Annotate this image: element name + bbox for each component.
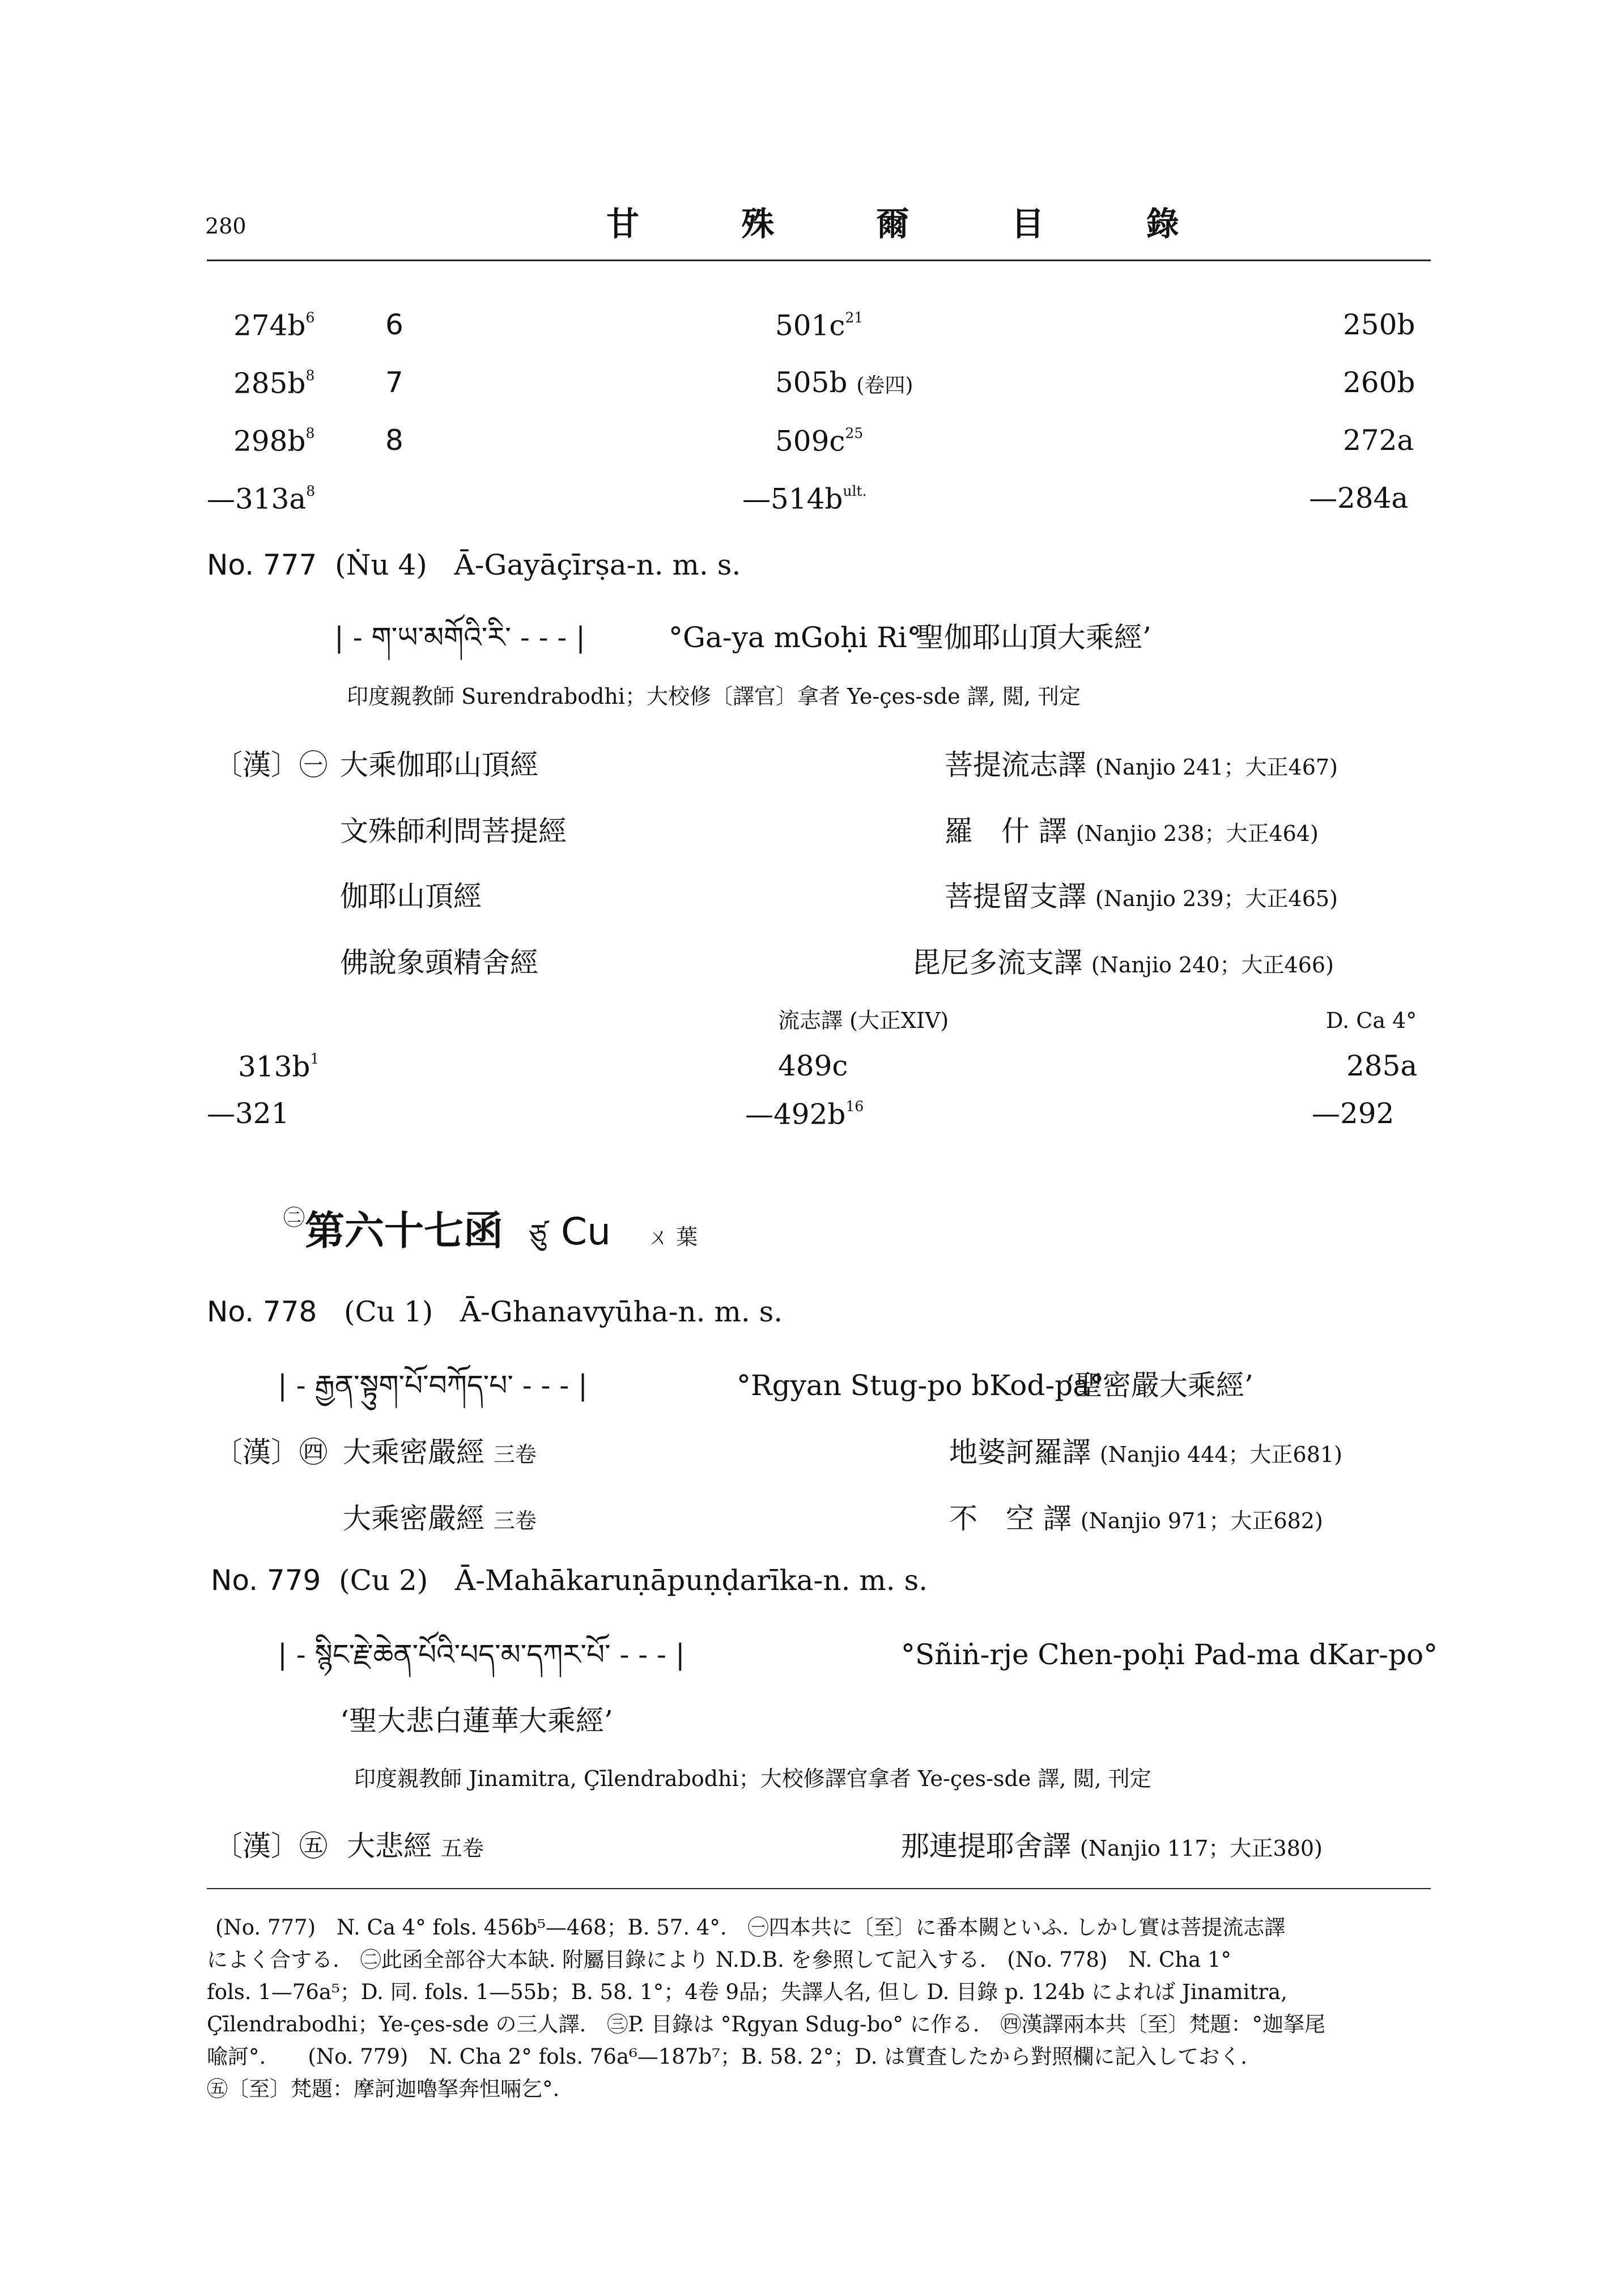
table-cell: 250b xyxy=(1343,308,1415,341)
han-translator: 那連提耶舍譯 (Nanjio 117；大正380) xyxy=(901,1830,1323,1863)
entry-heading: No. 779 (Cu 2) Ā-Mahākaruṇāpuṇḍarīka-n. m. s. xyxy=(211,1564,928,1597)
tibetan-title: | - སྙིང་རྗེ་ཆེན་པོའི་པད་མ་དཀར་པོ་ - - - | xyxy=(278,1638,685,1671)
han-title: 大悲經 五卷 xyxy=(347,1830,484,1863)
table-cell: —284a xyxy=(1309,482,1409,515)
table-cell: 7 xyxy=(385,366,403,399)
footnote-line: によく合する. ㊁此函全部谷大本缺. 附屬目錄により N.D.B. を參照して記入する. (No. 778) N. Cha 1° xyxy=(207,1948,1231,1972)
han-title: 大乘密嚴經 三卷 xyxy=(343,1502,537,1535)
han-translator: 菩提留支譯 (Nanjio 239；大正465) xyxy=(945,880,1338,913)
section-heading: $^㊁$第六十七函 ཙུ Cu ㄨ 葉 xyxy=(283,1205,698,1255)
table-cell: 505b (卷四) xyxy=(775,366,913,399)
han-label: 〔漢〕㊀ xyxy=(214,749,328,781)
table-cell: 6 xyxy=(385,308,403,341)
table-cell: 285a xyxy=(1346,1049,1418,1082)
tibetan-title: | - རྒྱན་སྟུག་པོ་བཀོད་པ་ - - - | xyxy=(278,1369,588,1402)
sub-header-right: D. Ca 4° xyxy=(1326,1008,1417,1033)
table-cell: $274b^6$ xyxy=(233,309,315,342)
page-number: 280 xyxy=(205,214,246,239)
entry-heading: No. 777 (Ṅu 4) Ā-Gayāçīrṣa-n. m. s. xyxy=(207,549,741,581)
table-cell: 260b xyxy=(1343,366,1415,399)
han-translator: 地婆訶羅譯 (Nanjio 444；大正681) xyxy=(949,1436,1342,1469)
entry-heading: No. 778 (Cu 1) Ā-Ghanavyūha-n. m. s. xyxy=(207,1295,783,1328)
table-cell: 489c xyxy=(778,1049,848,1082)
table-cell: —292 xyxy=(1312,1097,1395,1130)
han-translator: 毘尼多流支譯 (Nanjio 240；大正466) xyxy=(912,946,1334,979)
chinese-title: ‘聖密嚴大乘經’ xyxy=(1065,1369,1253,1402)
translators: 印度親教師 Surendrabodhi；大校修〔譯官〕拿者 Ye-çes-sde 譯, 閲, 刊定 xyxy=(347,684,1081,709)
table-cell: $—514b^{ult.}$ xyxy=(742,482,867,516)
romanized-title: °Rgyan Stug-po bKod-pa° xyxy=(737,1369,1104,1402)
han-translator: 菩提流志譯 (Nanjio 241；大正467) xyxy=(945,749,1338,781)
romanized-title: °Ga-ya mGoḥi Ri° xyxy=(669,621,921,654)
tibetan-title: | - ག་ཡ་མགོའི་རི་ - - - | xyxy=(334,621,586,654)
han-title: 大乘伽耶山頂經 xyxy=(340,749,538,781)
chinese-title: ‘聖伽耶山頂大乘經’ xyxy=(907,621,1151,654)
han-title: 佛說象頭精舍經 xyxy=(340,946,538,979)
han-translator: 不 空 譯 (Nanjio 971；大正682) xyxy=(949,1502,1323,1535)
header-rule xyxy=(207,260,1431,261)
table-cell: —321 xyxy=(207,1097,290,1130)
footnote-line: (No. 777) N. Ca 4° fols. 456b⁵—468；B. 57. 4°. ㊀四本共に〔至〕に番本闕といふ. しかし實は菩提流志譯 xyxy=(215,1915,1286,1940)
table-cell: $—492b^{16}$ xyxy=(745,1098,864,1131)
table-cell: $509c^{25}$ xyxy=(775,424,864,458)
footnote-rule xyxy=(207,1888,1431,1889)
han-label: 〔漢〕㊄ xyxy=(214,1830,328,1863)
han-title: 伽耶山頂經 xyxy=(340,880,482,913)
han-title: 大乘密嚴經 三卷 xyxy=(343,1436,537,1469)
romanized-title: °Sñiṅ-rje Chen-poḥi Pad-ma dKar-po° xyxy=(901,1638,1438,1671)
table-cell: 8 xyxy=(385,424,403,457)
table-cell: $298b^8$ xyxy=(233,424,315,458)
footnote-line: ㊄〔至〕梵題：摩訶迦嚕拏奔怛啢乞°. xyxy=(207,2077,560,2101)
translators: 印度親教師 Jinamitra, Çīlendrabodhi；大校修譯官拿者 Ye-çes-sde 譯, 閲, 刊定 xyxy=(354,1766,1151,1791)
sub-header-mid: 流志譯 (大正XIV) xyxy=(778,1008,949,1033)
table-cell: $285b^8$ xyxy=(233,367,315,400)
han-label: 〔漢〕㊃ xyxy=(214,1436,328,1469)
footnote-line: fols. 1—76a⁵；D. 同. fols. 1—55b；B. 58. 1°；4卷 9品；失譯人名, 但し D. 目錄 p. 124b によれば Jinamitra, xyxy=(207,1980,1287,2004)
table-cell: $313b^1$ xyxy=(238,1050,320,1083)
han-title: 文殊師利問菩提經 xyxy=(340,815,567,848)
chinese-title: ‘聖大悲白蓮華大乘經’ xyxy=(340,1704,613,1737)
table-cell: $501c^{21}$ xyxy=(775,309,864,342)
han-translator: 羅 什 譯 (Nanjio 238；大正464) xyxy=(945,815,1319,848)
table-cell: $—313a^8$ xyxy=(207,482,316,516)
table-cell: 272a xyxy=(1343,424,1414,457)
running-title: 甘 殊 爾 目 錄 xyxy=(606,205,1225,243)
footnote-line: Çīlendrabodhi；Ye-çes-sde の三人譯. ㊂P. 目錄は °Rgyan Sdug-bo° に作る. ㊃漢譯兩本共〔至〕梵題：°迦拏尾 xyxy=(207,2012,1326,2036)
footnote-line: 喩訶°. (No. 779) N. Cha 2° fols. 76a⁶—187b⁷；B. 58. 2°；D. は實査したから對照欄に記入しておく. xyxy=(207,2044,1247,2069)
